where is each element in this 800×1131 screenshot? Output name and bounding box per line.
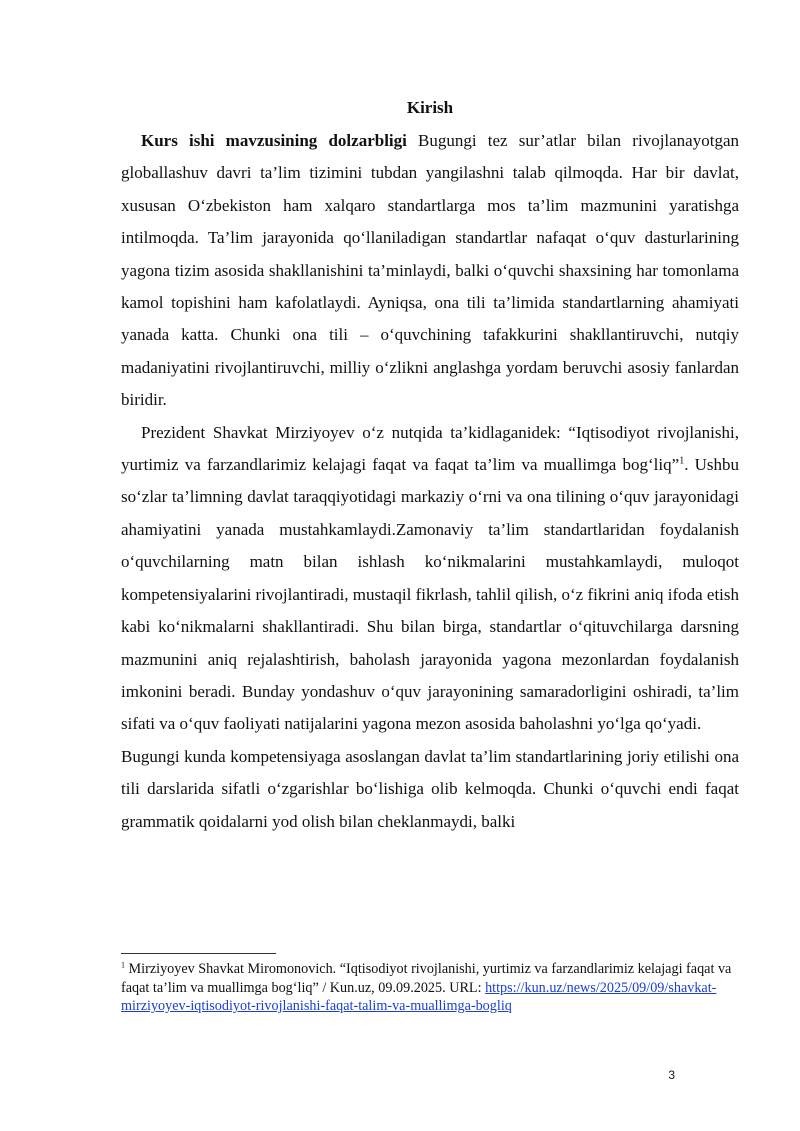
paragraph-competence (121, 741, 739, 838)
paragraph-text-before: Prezident Shavkat Mirziyoyev o‘z nutqida ta’kidlaganidek: “Iqtisodiyot rivojlanishi, yurtimiz va farzandlarimiz kelajagi faqat va faqat ta’lim va muallimga bog‘liq” (121, 422, 739, 475)
paragraph-relevance (121, 125, 739, 417)
section-title: Kirish (406, 98, 454, 117)
paragraph-text: Bugungi tez sur’atlar bilan rivojlanayotgan globallashuv davri ta’lim tizimini tubdan yangilashni talab qilmoqda. Har bir davlat, xususan O‘zbekiston ham xalqaro standartlarga mos ta’lim mazmunini yaratishga intilmoqda. Ta’lim jarayonida qo‘llaniladigan standartlar nafaqat o‘quv dasturlarining yagona tizim asosida shakllanishini ta’minlaydi, balki o‘quvchi shaxsining har tomonlama kamol topishini ham kafolatlaydi. Ayniqsa, ona tili ta’limida standartlarning ahamiyati yanada katta. Chunki ona tili – o‘quvchining tafakkurini shakllantiruvchi, nutqiy madaniyatini rivojlantiruvchi, milliy o‘zlikni anglashga yordam beruvchi asosiy fanlardan biridir. (121, 131, 740, 410)
paragraph-lead: Kurs ishi mavzusining dolzarbligi (141, 131, 407, 150)
footnote-separator (121, 953, 276, 954)
paragraph-text-after: . Ushbu so‘zlar ta’limning davlat taraqqiyotidagi markaziy o‘rni va ona tilining o‘quv jarayonidagi ahamiyatini yanada mustahkamlaydi.Zamonaviy ta’lim standartlaridan foydalanish o‘quvchilarning matn bilan ishlash ko‘nikmalarini mustahkamlaydi, muloqot kompetensiyalarini rivojlantiradi, mustaqil fikrlash, tahlil qilish, o‘z fikrini aniq ifoda etish kabi ko‘nikmalarni shakllantiradi. Shu bilan birga, standartlar o‘qituvchilarga darsning mazmunini aniq rejalashtirish, baholash jarayonida yagona mezonlardan foydalanish imkonini beradi. Bunday yondashuv o‘quv jarayonining samaradorligini oshiradi, ta’lim sifati va o‘quv faoliyati natijalarini yagona mezon asosida baholashni yo‘lga qo‘yadi. (121, 455, 740, 734)
paragraph-president-quote (121, 417, 739, 741)
page-number: 3 (668, 1068, 675, 1082)
footnote-link[interactable]: https://kun.uz/news/2025/09/09/shavkat-mirziyoyev-iqtisodiyot-rivojlanishi-faqat-talim-va-muallimga-bogliq (121, 979, 717, 1014)
footnote (121, 960, 739, 1016)
paragraph-text: Bugungi kunda kompetensiyaga asoslangan davlat ta’lim standartlarining joriy etilishi ona tili darslarida sifatli o‘zgarishlar bo‘lishiga olib kelmoqda. Chunki o‘quvchi endi faqat grammatik qoidalarni yod olish bilan cheklanmaydi, balki (121, 746, 739, 831)
footnote-text: Mirziyoyev Shavkat Miromonovich. “Iqtisodiyot rivojlanishi, yurtimiz va farzandlarimiz kelajagi faqat va faqat ta’lim va muallimga bog‘liq” / Kun.uz, 09.09.2025. URL: (121, 961, 732, 996)
footnote-reference[interactable]: 1 (679, 455, 685, 467)
body-text (121, 125, 739, 838)
footnote-number: 1 (121, 960, 125, 970)
